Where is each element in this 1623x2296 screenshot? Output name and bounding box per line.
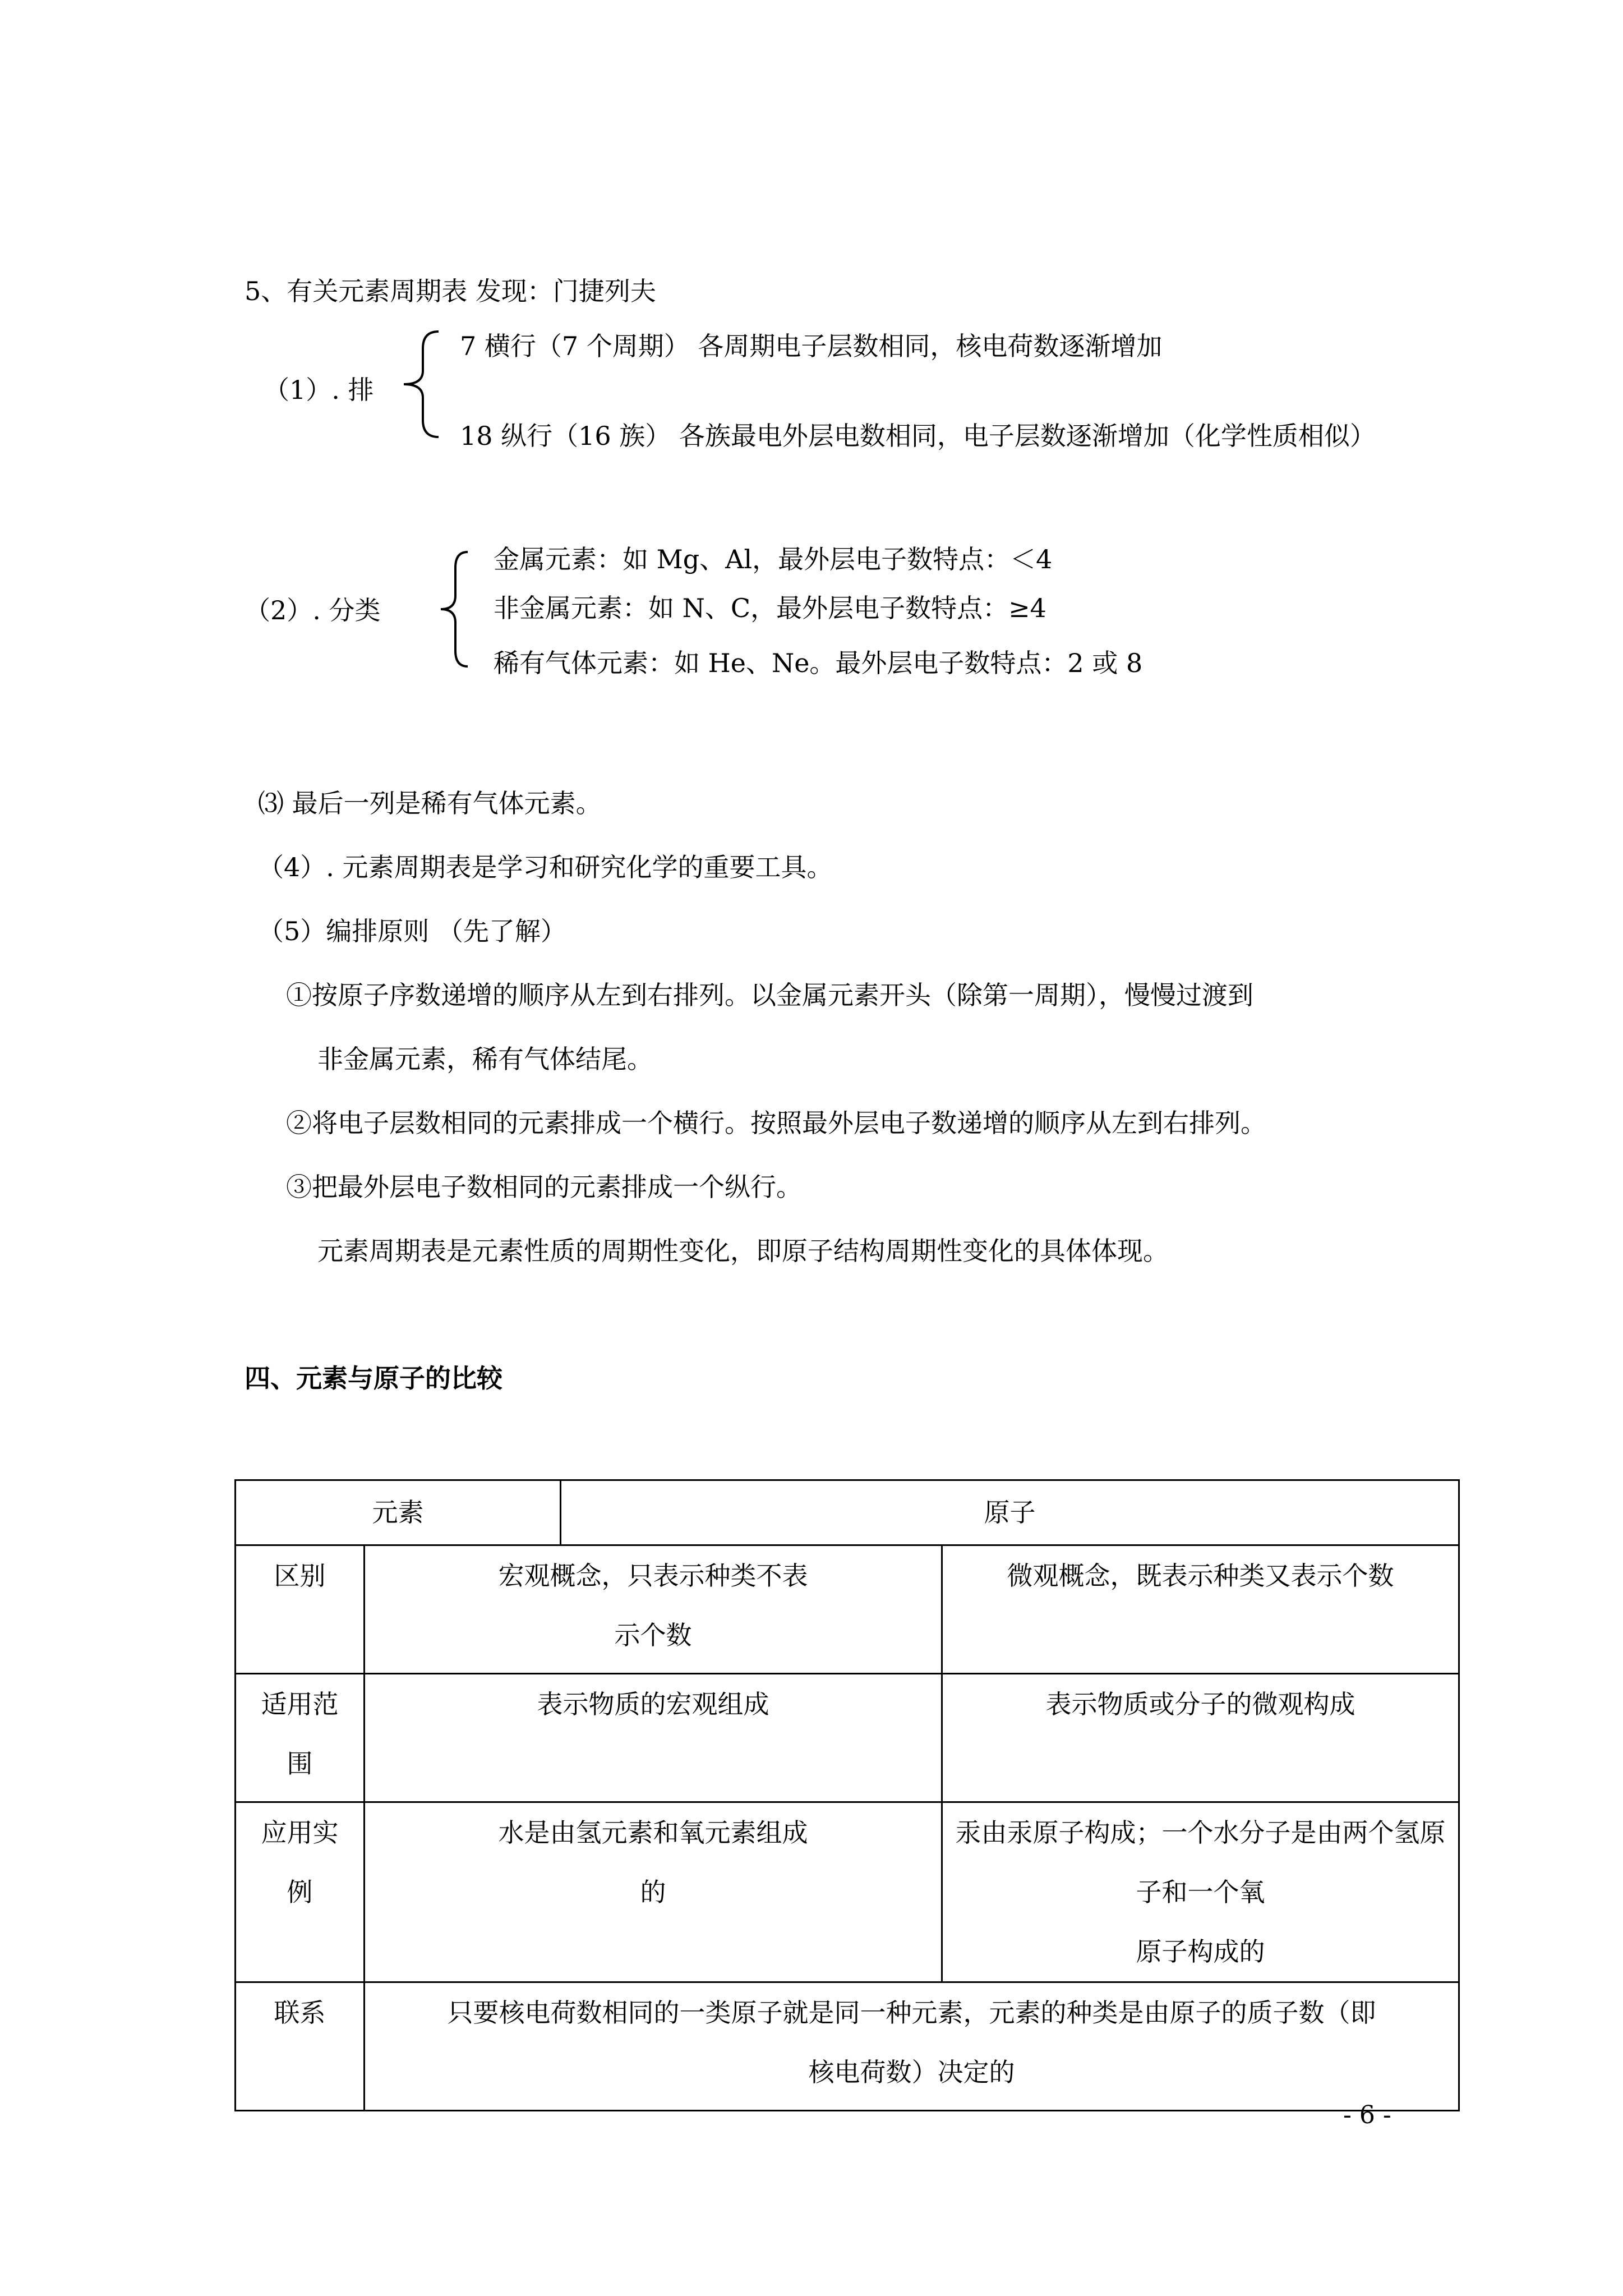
- header-atom: 原子: [561, 1480, 1459, 1545]
- table-row: [236, 1545, 1459, 1674]
- arrange-row-1: 7 横行（7 个周期） 各周期电子层数相同，核电荷数逐渐增加: [460, 331, 1163, 361]
- rule-2: ②将电子层数相同的元素排成一个横行。按照最外层电子数递增的顺序从左到右排列。: [286, 1108, 1266, 1138]
- rule-1-line-1: ①按原子序数递增的顺序从左到右排列。以金属元素开头（除第一周期），慢慢过渡到: [286, 980, 1253, 1010]
- table-row: [236, 1802, 1459, 1982]
- section-4-heading: 四、元素与原子的比较: [245, 1363, 502, 1393]
- arrange-row-2: 18 纵行（16 族） 各族最电外层电数相同，电子层数逐渐增加（化学性质相似）: [460, 421, 1376, 451]
- element-cell: 表示物质的宏观组成: [365, 1674, 942, 1802]
- atom-cell: 汞由汞原子构成；一个水分子是由两个氢原子和一个氧 原子构成的: [942, 1802, 1459, 1982]
- table-row: [236, 1674, 1459, 1802]
- header-element: 元素: [236, 1480, 561, 1545]
- row-label: 应用实 例: [236, 1802, 365, 1982]
- paragraph-3: ⑶ 最后一列是稀有气体元素。: [258, 788, 602, 818]
- comparison-table: [234, 1479, 1460, 2111]
- classify-label: （2）. 分类: [245, 595, 381, 625]
- atom-cell: 微观概念，既表示种类又表示个数: [942, 1545, 1459, 1674]
- paragraph-4: （4）. 元素周期表是学习和研究化学的重要工具。: [258, 852, 833, 882]
- rule-1-line-2: 非金属元素，稀有气体结尾。: [317, 1044, 653, 1074]
- atom-cell: 表示物质或分子的微观构成: [942, 1674, 1459, 1802]
- summary-line: 元素周期表是元素性质的周期性变化，即原子结构周期性变化的具体体现。: [317, 1236, 1169, 1266]
- row-label: 联系: [236, 1982, 365, 2111]
- paragraph-5: （5）编排原则 （先了解）: [258, 916, 566, 946]
- table-row: [236, 1982, 1459, 2111]
- row-label: 区别: [236, 1545, 365, 1674]
- arrange-label: （1）. 排: [264, 375, 374, 405]
- page-number: - 6 -: [1343, 2101, 1391, 2129]
- section-heading: 5、有关元素周期表 发现：门捷列夫: [245, 276, 656, 306]
- row-label: 适用范 围: [236, 1674, 365, 1802]
- classify-item-noble-gas: 稀有气体元素：如 He、Ne。最外层电子数特点：2 或 8: [494, 648, 1143, 678]
- arrange-brace: [398, 328, 443, 440]
- classify-item-metal: 金属元素：如 Mg、Al，最外层电子数特点：＜4: [494, 544, 1053, 574]
- classify-item-nonmetal: 非金属元素：如 N、C，最外层电子数特点：≥4: [494, 593, 1046, 623]
- element-cell: 水是由氢元素和氧元素组成 的: [365, 1802, 942, 1982]
- classify-brace: [437, 549, 471, 672]
- link-cell: 只要核电荷数相同的一类原子就是同一种元素，元素的种类是由原子的质子数（即 核电荷数）决定的: [365, 1982, 1459, 2111]
- table-header-row: [236, 1480, 1459, 1545]
- element-cell: 宏观概念，只表示种类不表 示个数: [365, 1545, 942, 1674]
- rule-3: ③把最外层电子数相同的元素排成一个纵行。: [286, 1172, 802, 1202]
